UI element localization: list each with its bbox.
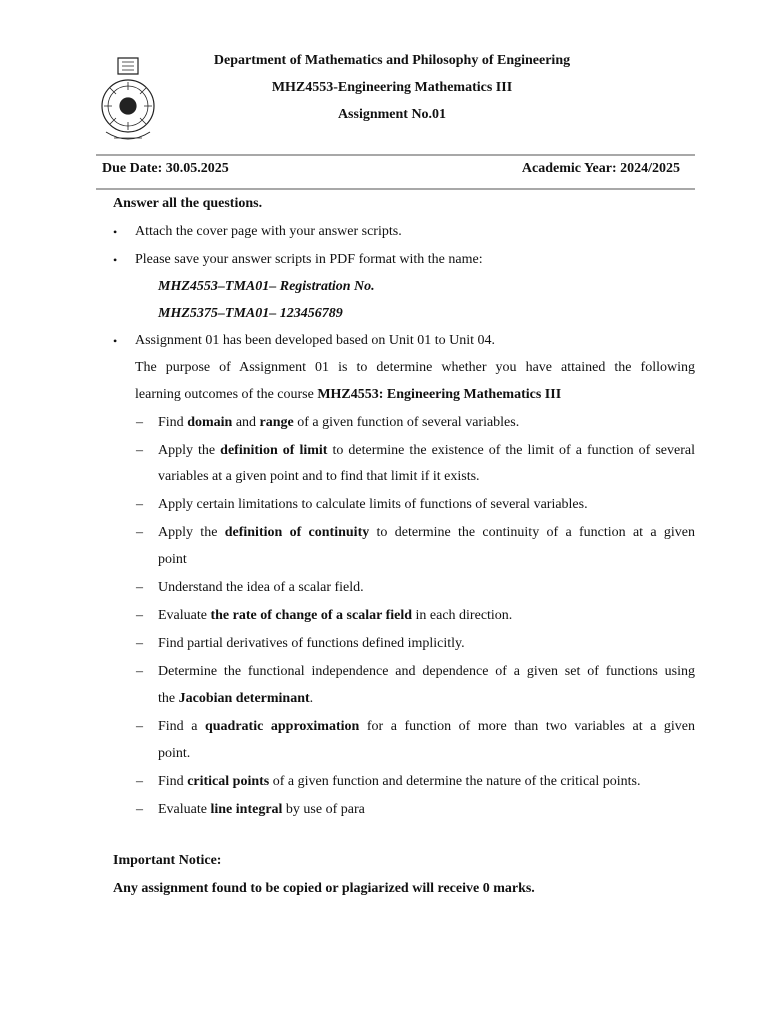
- outcome-item: Understand the idea of a scalar field.: [158, 580, 364, 595]
- bullet-icon: •: [113, 225, 118, 239]
- dash-icon: –: [136, 774, 143, 789]
- outcome-item: Find a quadratic approximation for a function of more than two variables at a given: [158, 719, 695, 734]
- outcome-item: Find critical points of a given function and determine the nature of the critical points.: [158, 774, 641, 789]
- notice-heading: Important Notice:: [113, 853, 222, 868]
- due-date: Due Date: 30.05.2025: [102, 161, 229, 176]
- divider-bottom: [96, 188, 695, 190]
- academic-year: Academic Year: 2024/2025: [521, 161, 680, 176]
- course-title: MHZ4553-Engineering Mathematics III: [271, 80, 513, 95]
- divider-top: [96, 154, 695, 156]
- outcome-item: Evaluate line integral by use of para: [158, 802, 365, 817]
- dash-icon: –: [136, 415, 143, 430]
- dash-icon: –: [136, 580, 143, 595]
- outcome-item: Determine the functional independence and dependence of a given set of functions using: [158, 664, 695, 679]
- outcome-item: Evaluate the rate of change of a scalar field in each direction.: [158, 608, 513, 623]
- dash-icon: –: [136, 525, 143, 540]
- dash-icon: –: [136, 802, 143, 817]
- outcome-item: Find partial derivatives of functions defined implicitly.: [158, 636, 465, 651]
- purpose-line: learning outcomes of the course MHZ4553: Engineering Mathematics III: [135, 387, 562, 402]
- outcome-item: Find domain and range of a given function of several variables.: [158, 415, 520, 430]
- outcome-item: Apply certain limitations to calculate limits of functions of several variables.: [158, 497, 588, 512]
- dash-icon: –: [136, 636, 143, 651]
- dash-icon: –: [136, 608, 143, 623]
- purpose-line: The purpose of Assignment 01 is to determine whether you have attained the following: [135, 360, 695, 375]
- notice-text: Any assignment found to be copied or plagiarized will receive 0 marks.: [113, 881, 535, 896]
- outcome-item: Apply the definition of continuity to determine the continuity of a function at a given: [158, 525, 695, 540]
- outcome-item-continued: point: [158, 552, 187, 567]
- dash-icon: –: [136, 443, 143, 458]
- instruction-item: Attach the cover page with your answer scripts.: [135, 224, 402, 239]
- outcome-item-continued: variables at a given point and to find that limit if it exists.: [158, 469, 480, 484]
- dash-icon: –: [136, 664, 143, 679]
- bullet-icon: •: [113, 334, 118, 348]
- file-name-example: MHZ5375–TMA01– 123456789: [158, 306, 343, 321]
- file-name-format: MHZ4553–TMA01– Registration No.: [158, 279, 375, 294]
- outcome-item-continued: the Jacobian determinant.: [158, 691, 314, 706]
- dash-icon: –: [136, 719, 143, 734]
- department-title: Department of Mathematics and Philosophy of Engineering: [213, 53, 571, 68]
- instruction-item: Please save your answer scripts in PDF format with the name:: [135, 252, 483, 267]
- assignment-title: Assignment No.01: [337, 107, 447, 122]
- dash-icon: –: [136, 497, 143, 512]
- bullet-icon: •: [113, 253, 118, 267]
- outcome-item-continued: point.: [158, 746, 191, 761]
- outcome-item: Apply the definition of limit to determine the existence of the limit of a function of several: [158, 443, 695, 458]
- instruction-item: Assignment 01 has been developed based on Unit 01 to Unit 04.: [135, 333, 496, 348]
- instructions-heading: Answer all the questions.: [113, 196, 263, 211]
